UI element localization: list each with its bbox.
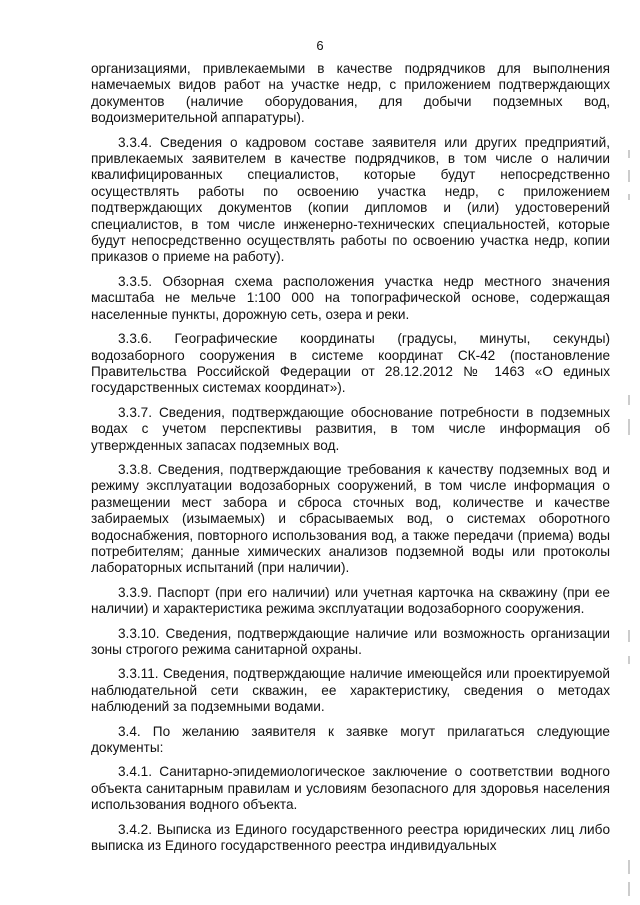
paragraph-3-3-10: 3.3.10. Сведения, подтверждающие наличие или возможность организации зоны строгого режима санитарной охраны. [91, 625, 610, 657]
page-number: 6 [316, 38, 324, 53]
paragraph-3-4-2: 3.4.2. Выписка из Единого государственного реестра юридических лиц либо выписка из Единого государственного реестра индивидуальных [91, 821, 610, 854]
paragraph-3-3-6: 3.3.6. Географические координаты (градусы, минуты, секунды) водозаборного сооружения в системе координат СК-42 (постановление Правительства Российской Федерации от 28.12.2012 № 1463 «О единых государственных системах координат»). [91, 331, 610, 396]
paragraph-3-4: 3.4. По желанию заявителя к заявке могут прилагаться следующие документы: [91, 723, 610, 756]
paragraph-3-4-1: 3.4.1. Санитарно-эпидемиологическое заключение о соответствии водного объекта санитарным правилам и условиям безопасного для здоровья населения использования водного объекта. [91, 764, 610, 813]
paragraph-3-3-4: 3.3.4. Сведения о кадровом составе заявителя или других предприятий, привлекаемых заявителем в качестве подрядчиков, в том числе о наличии квалифицированных специалистов, которые будут непосредственно осуществлять работы по освоению участка недр, с приложением подтверждающих документов (копии дипломов и (или) удостоверений специалистов, в том числе инженерно-технических специальностей, которые будут непосредственно осуществлять работы по освоению участка недр, копии приказов о приеме на работу). [91, 134, 610, 265]
scan-margin-mark [626, 860, 636, 901]
paragraph-3-3-5: 3.3.5. Обзорная схема расположения участка недр местного значения масштаба не мельче 1:100 000 на топографической основе, содержащая населенные пункты, дорожную сеть, озера и реки. [91, 273, 610, 322]
paragraph-3-3-7: 3.3.7. Сведения, подтверждающие обоснование потребности в подземных водах с учетом перспективы развития, в том числе информация об утвержденных запасах подземных вод. [91, 404, 610, 453]
paragraph-3-3-11: 3.3.11. Сведения, подтверждающие наличие имеющейся или проектируемой наблюдательной сети скважин, ее характеристику, сведения о методах наблюдений за подземными водами. [91, 666, 610, 715]
scan-margin-mark [626, 630, 636, 671]
paragraph-3-3-8: 3.3.8. Сведения, подтверждающие требования к качеству подземных вод и режиму эксплуатации водозаборных сооружений, в том числе информация о размещении мест забора и сброса сточных вод, количестве и качестве забираемых (изымаемых) и сбрасываемых вод, о системах оборотного водоснабжения, повторного использования вод, а также передачи (приема) воды потребителям; данные химических анализов подземной воды или протоколы лабораторных испытаний (при наличии). [91, 461, 610, 576]
scan-margin-mark [626, 395, 636, 446]
document-body [91, 61, 610, 862]
scan-margin-mark [626, 150, 636, 211]
paragraph-3-3-9: 3.3.9. Паспорт (при его наличии) или учетная карточка на скважину (при ее наличии) и характеристика режима эксплуатации водозаборного сооружения. [91, 584, 610, 617]
paragraph-continuation: организациями, привлекаемыми в качестве подрядчиков для выполнения намечаемых видов работ на участке недр, с приложением подтверждающих документов (наличие оборудования, для добычи подземных вод, водоизмерительной аппаратуры). [91, 61, 610, 126]
